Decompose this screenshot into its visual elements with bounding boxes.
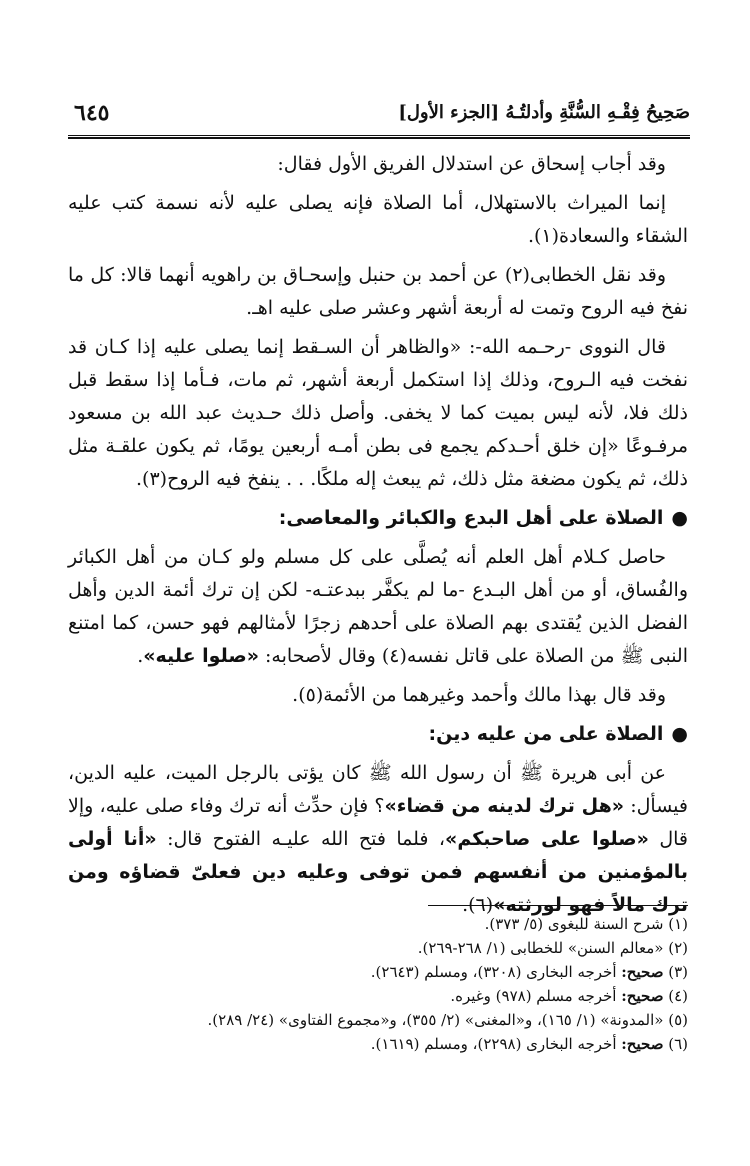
bullet-icon: ●	[671, 507, 688, 529]
main-text	[68, 148, 688, 928]
hadith-quote: «هل ترك لدينه من قضاء»	[384, 795, 625, 817]
paragraph-7-text-g: (٦).	[462, 894, 494, 916]
footnote-item	[68, 960, 688, 984]
footnote-text: أخرجه البخارى (٣٢٠٨)، ومسلم (٢٦٤٣).	[370, 963, 617, 981]
paragraph-5-end: .	[137, 645, 144, 667]
footnote-number: (٤)	[668, 987, 688, 1005]
paragraph-7-text-c: ؟ فإن حدِّث أنه ترك وفاء صلى عليه، وإلا قال	[68, 795, 688, 850]
footnote-grade: صحيح:	[621, 963, 664, 981]
footnote-item	[68, 984, 688, 1008]
bullet-icon: ●	[671, 723, 688, 745]
section-heading-debt	[68, 718, 688, 751]
footnote-text: «المدونة» (١/ ١٦٥)، و«المغنى» (٢/ ٣٥٥)، و«مجموع الفتاوى» (٢٤/ ٢٨٩).	[207, 1011, 664, 1029]
footnote-item	[68, 936, 688, 960]
footnote-item	[68, 1032, 688, 1056]
hadith-quote: «صلوا على صاحبكم»	[445, 828, 649, 850]
footnote-item	[68, 1008, 688, 1032]
book-title: صَحِيحُ فِقْـهِ السُّنَّةِ وأدلتُـهُ [الجزء الأول]	[398, 102, 690, 123]
paragraph-3: وقد نقل الخطابى(٢) عن أحمد بن حنبل وإسحـاق بن راهويه أنهما قالا: كل ما نفخ فيه الروح وتمت له أربعة أشهر وعشر صلى عليه اهـ.	[68, 264, 688, 319]
footnote-text: أخرجه مسلم (٩٧٨) وغيره.	[450, 987, 617, 1005]
footnote-grade: صحيح:	[621, 987, 664, 1005]
hadith-quote: «صلوا عليه»	[143, 645, 259, 667]
footnote-text: شرح السنة للبغوى (٥/ ٣٧٣).	[484, 915, 664, 933]
footnote-separator	[428, 905, 688, 906]
paragraph-7-text-e: ، فلما فتح الله عليـه الفتوح قال:	[156, 828, 446, 850]
paragraph-4: قال النووى -رحـمه الله-: «والظاهر أن السـقط إنما يصلى عليه إذا كـان قد نفخت فيه الـروح، وذلك إذا استكمل أربعة أشهر، ثم مات، فـأما إذا سقط قبل ذلك فلا، لأنه ليس بميت كما لا يخفى. وأصل ذلك حـديث عبد الله بن مسعود مرفـوعًا «إن خلق أحـدكم يجمع فى بطن أمـه أربعين يومًا، ثم يكون علقـة مثل ذلك، ثم يكون مضغة مثل ذلك، ثم يبعث إله ملكًا. . . ينفخ فيه الروح(٣).	[68, 336, 688, 490]
paragraph-5	[68, 541, 688, 673]
running-header	[68, 102, 690, 136]
paragraph-2: إنما الميراث بالاستهلال، أما الصلاة فإنه يصلى عليه لأنه نسمة كتب عليه الشقاء والسعادة(١).	[68, 192, 688, 247]
footnote-grade: صحيح:	[621, 1035, 664, 1053]
page-number: ٦٤٥	[74, 100, 110, 126]
footnote-item	[68, 912, 688, 936]
footnote-number: (٦)	[668, 1035, 688, 1053]
section-heading-text: الصلاة على من عليه دين:	[428, 723, 664, 745]
paragraph-7-text-a: عن أبى هريرة ﷺ أن رسول الله ﷺ كان يؤتى بالرجل الميت، عليه الدين، فيسأل:	[68, 762, 688, 817]
footnote-text: «معالم السنن» للخطابى (١/ ٢٦٨-٢٦٩).	[417, 939, 664, 957]
header-rule	[68, 135, 690, 139]
footnote-number: (٥)	[668, 1011, 688, 1029]
paragraph-6: وقد قال بهذا مالك وأحمد وغيرهما من الأئمة(٥).	[292, 684, 666, 706]
paragraph-7	[68, 757, 688, 922]
paragraph-5-text: حاصل كـلام أهل العلم أنه يُصلَّى على كل مسلم ولو كـان من أهل الكبائر والفُساق، أو من أهل البـدع -ما لم يكفَّر ببدعتـه- لكن إن ترك أئمة الدين وأهل الفضل الذين يُقتدى بهم الصلاة على أحدهم زجرًا لأمثالهم فهو حسن، كما امتنع النبى ﷺ من الصلاة على قاتل نفسه(٤) وقال لأصحابه:	[68, 546, 688, 667]
hadith-quote: «أنا أولى بالمؤمنين من أنفسهم فمن توفى وعليه دين فعلىّ قضاؤه ومن ترك مالاً فهو لورثته»	[68, 828, 688, 916]
footnote-text: أخرجه البخارى (٢٢٩٨)، ومسلم (١٦١٩).	[370, 1035, 617, 1053]
footnote-number: (٣)	[668, 963, 688, 981]
footnote-number: (٢)	[668, 939, 688, 957]
section-heading-text: الصلاة على أهل البدع والكبائر والمعاصى:	[278, 507, 664, 529]
footnotes	[68, 912, 688, 1056]
paragraph-1: وقد أجاب إسحاق عن استدلال الفريق الأول فقال:	[277, 153, 666, 175]
footnote-number: (١)	[668, 915, 688, 933]
section-heading-innovators	[68, 502, 688, 535]
